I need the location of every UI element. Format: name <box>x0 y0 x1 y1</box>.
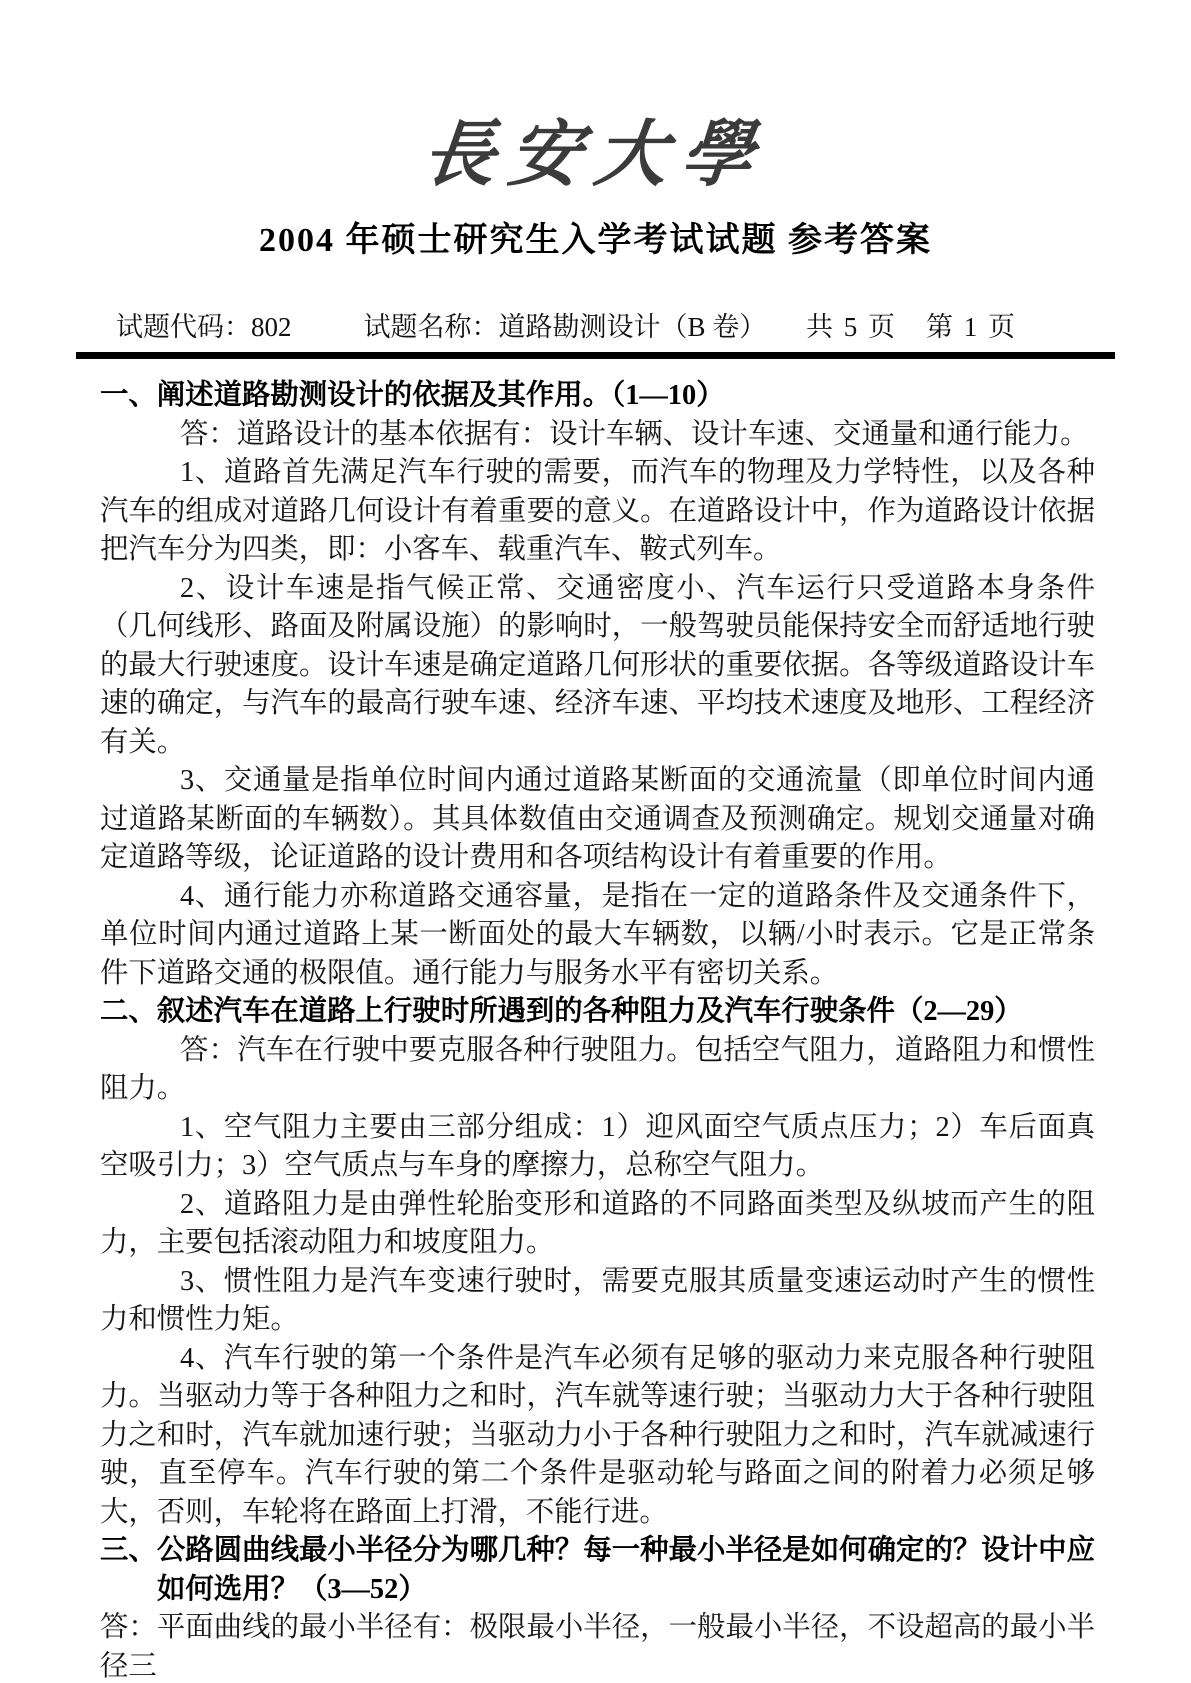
body-paragraph: 3、惯性阻力是汽车变速行驶时，需要克服其质量变速运动时产生的惯性力和惯性力矩。 <box>100 1265 1095 1336</box>
body-paragraph: 4、汽车行驶的第一个条件是汽车必须有足够的驱动力来克服各种行驶阻力。当驱动力等于各种阻力之和时，汽车就等速行驶；当驱动力大于各种行驶阻力之和时，汽车就加速行驶；当驱动力小于各种行驶阻力之和时，汽车就减速行驶，直至停车。汽车行驶的第二个条件是驱动轮与路面之间的附着力必须足够大，否则，车轮将在路面上打滑，不能行进。 <box>100 1342 1095 1528</box>
document-title: 2004 年硕士研究生入学考试试题 参考答案 <box>259 222 932 260</box>
body-paragraph: 2、设计车速是指气候正常、交通密度小、汽车运行只受道路本身条件（几何线形、路面及附属设施）的影响时，一般驾驶员能保持安全而舒适地行驶的最大行驶速度。设计车速是确定道路几何形状的重要依据。各等级道路设计车速的确定，与汽车的最高行驶车速、经济车速、平均技术速度及地形、工程经济有关。 <box>100 572 1095 758</box>
section-1-heading: 一、阐述道路勘测设计的依据及其作用。（1—10） <box>100 380 725 412</box>
body-paragraph: 2、道路阻力是由弹性轮胎变形和道路的不同路面类型及纵坡而产生的阻力，主要包括滚动阻力和坡度阻力。 <box>100 1188 1095 1259</box>
body-paragraph: 3、交通量是指单位时间内通过道路某断面的交通流量（即单位时间内通过道路某断面的车辆数）。其具体数值由交通调查及预测确定。规划交通量对确定道路等级，论证道路的设计费用和各项结构设计有着重要的作用。 <box>100 765 1095 874</box>
logo-container <box>0 0 1191 198</box>
header-divider <box>76 352 1115 359</box>
section-1-answer: 答：道路设计的基本依据有：设计车辆、设计车速、交通量和通行能力。 <box>180 418 1089 450</box>
section-2-answer: 答：汽车在行驶中要克服各种行驶阻力。包括空气阻力，道路阻力和惯性阻力。 <box>100 1034 1095 1105</box>
exam-name: 试题名称：道路勘测设计（B 卷） <box>363 312 767 343</box>
exam-header-row <box>78 305 1113 344</box>
body-paragraph: 1、道路首先满足汽车行驶的需要，而汽车的物理及力学特性，以及各种汽车的组成对道路几何设计有着重要的意义。在道路设计中，作为道路设计依据把汽车分为四类，即：小客车、载重汽车、鞍式列车。 <box>100 457 1095 566</box>
university-logo: 長安大學 <box>419 115 772 195</box>
section-2-heading: 二、叙述汽车在道路上行驶时所遇到的各种阻力及汽车行驶条件（2—29） <box>100 996 1023 1028</box>
document-body <box>100 377 1095 1683</box>
page-info: 共 5 页 第 1 页 <box>806 312 1017 343</box>
section-3-heading: 三、公路圆曲线最小半径分为哪几种？每一种最小半径是如何确定的？设计中应如何选用？（3—52） <box>100 1535 1095 1605</box>
exam-code: 试题代码：802 <box>116 312 292 343</box>
body-paragraph: 4、通行能力亦称道路交通容量，是指在一定的道路条件及交通条件下，单位时间内通过道路上某一断面处的最大车辆数，以辆/小时表示。它是正常条件下道路交通的极限值。通行能力与服务水平有密切关系。 <box>100 880 1095 989</box>
section-3-answer: 答：平面曲线的最小半径有：极限最小半径，一般最小半径，不设超高的最小半径三 <box>100 1612 1095 1682</box>
body-paragraph: 1、空气阻力主要由三部分组成：1）迎风面空气质点压力；2）车后面真空吸引力；3）空气质点与车身的摩擦力，总称空气阻力。 <box>100 1111 1095 1182</box>
